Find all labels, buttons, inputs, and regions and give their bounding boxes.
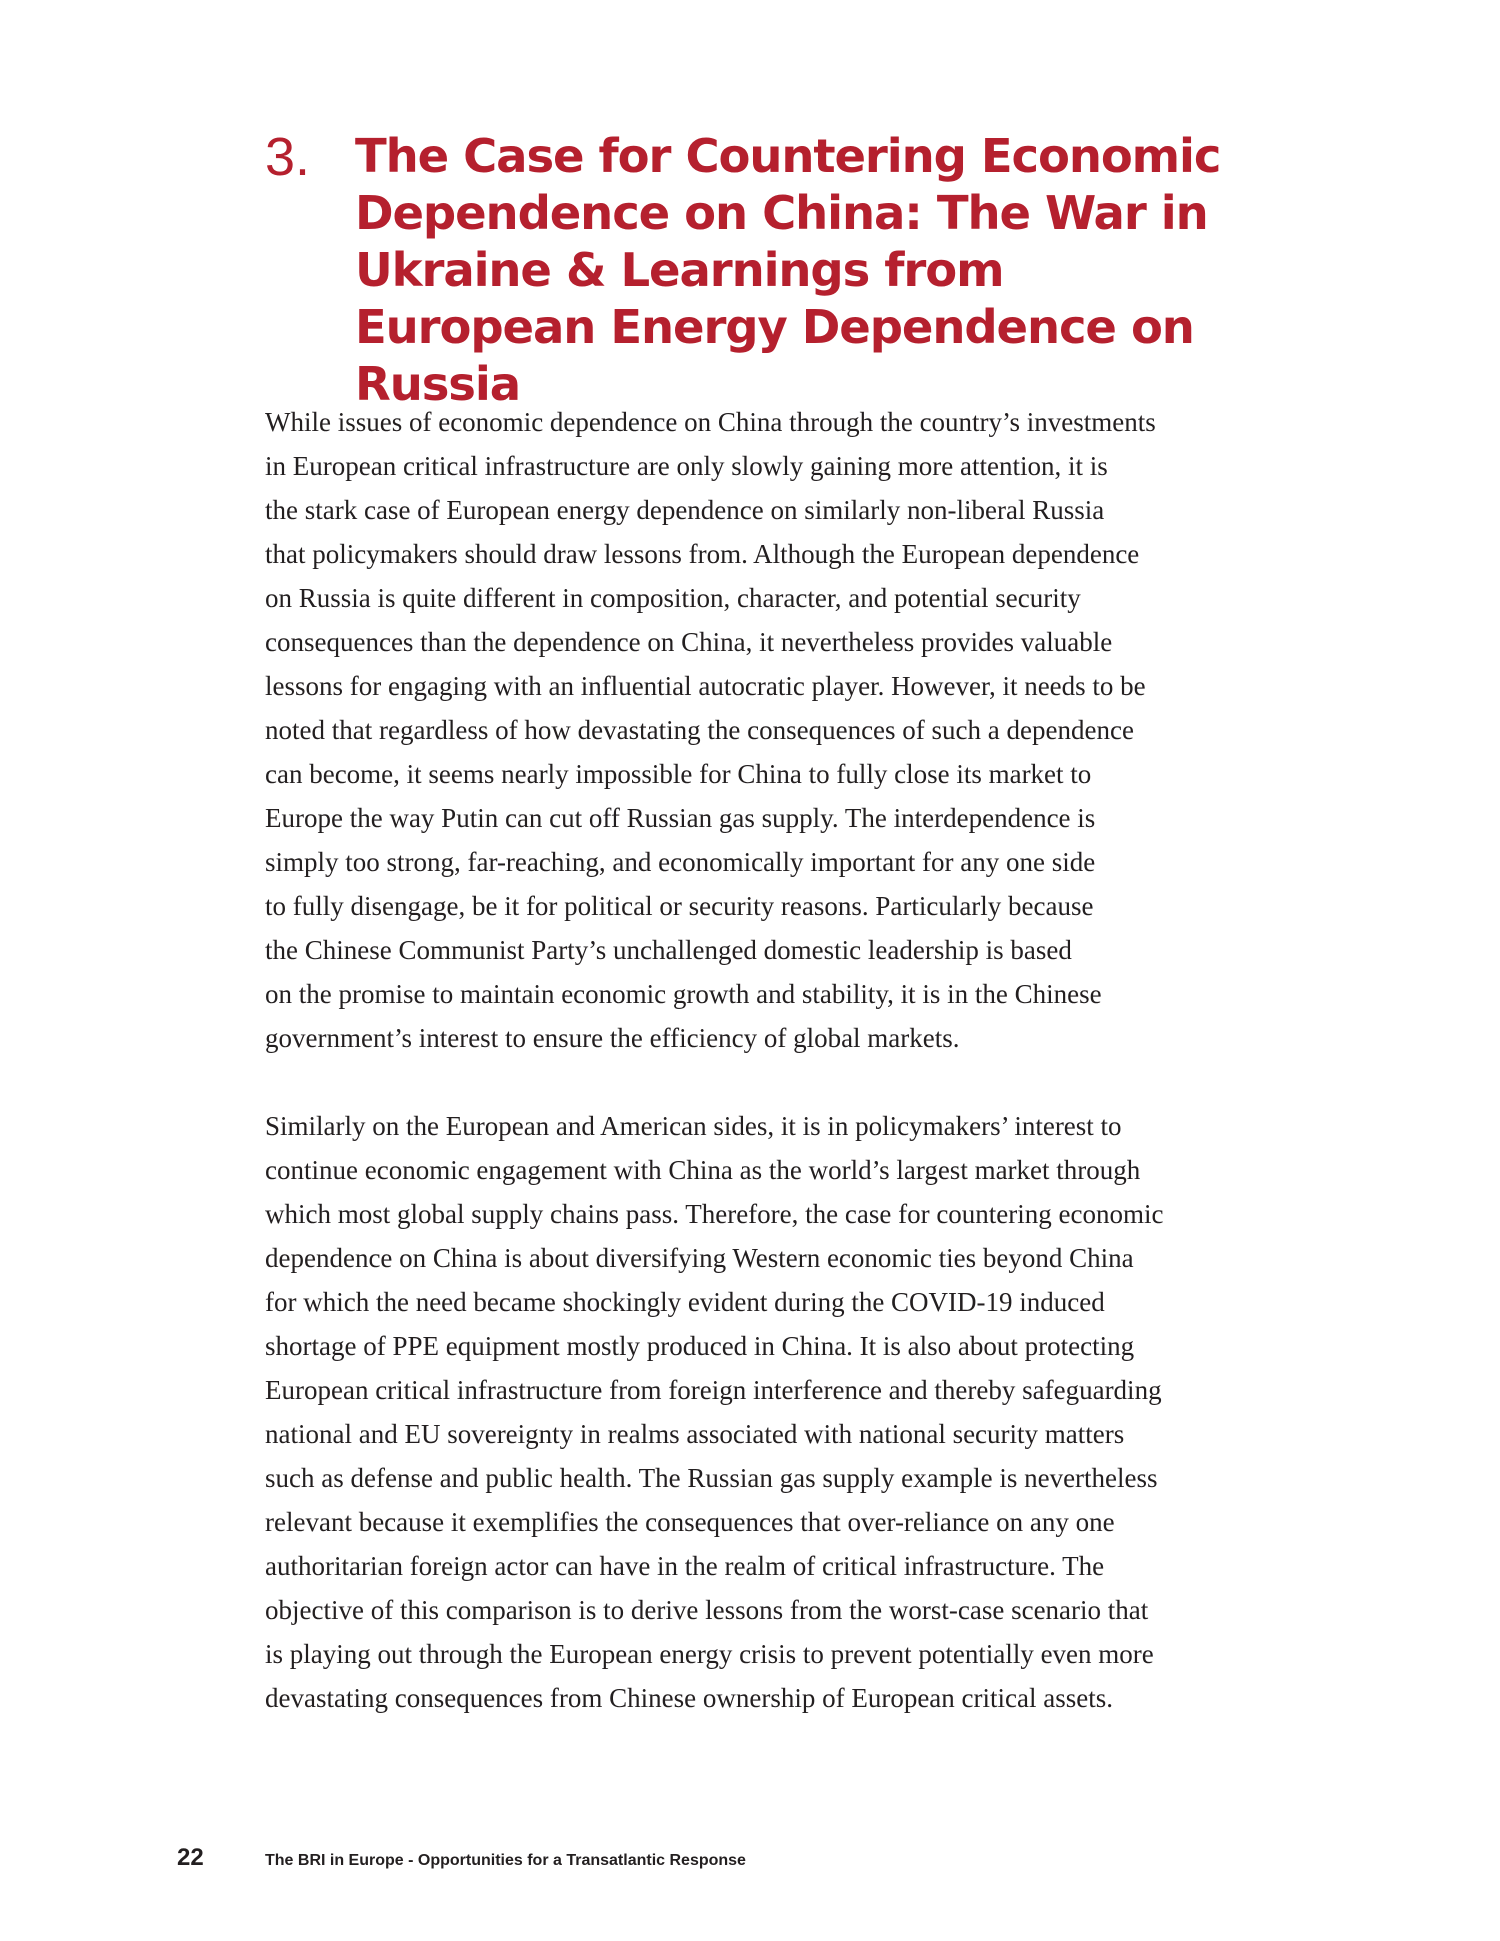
text-line: lessons for engaging with an influential autocratic player. However, it needs to be (265, 671, 1146, 701)
paragraph-2 (265, 1104, 1265, 1720)
text-line: which most global supply chains pass. Therefore, the case for countering economic (265, 1199, 1164, 1229)
text-line: in European critical infrastructure are only slowly gaining more attention, it is (265, 451, 1108, 481)
text-line: can become, it seems nearly impossible for China to fully close its market to (265, 759, 1092, 789)
text-line: on the promise to maintain economic growth and stability, it is in the Chinese (265, 979, 1102, 1009)
text-line: European critical infrastructure from foreign interference and thereby safeguarding (265, 1375, 1162, 1405)
text-line: authoritarian foreign actor can have in the realm of critical infrastructure. The (265, 1551, 1105, 1581)
text-line: for which the need became shockingly evident during the COVID-19 induced (265, 1287, 1105, 1317)
body-text (265, 400, 1265, 1764)
paragraph-1 (265, 400, 1265, 1060)
text-line: dependence on China is about diversifying Western economic ties beyond China (265, 1243, 1134, 1273)
text-line: on Russia is quite different in composition, character, and potential security (265, 583, 1081, 613)
text-line: to fully disengage, be it for political or security reasons. Particularly because (265, 891, 1094, 921)
text-line: the stark case of European energy dependence on similarly non-liberal Russia (265, 495, 1105, 525)
text-line: government’s interest to ensure the efficiency of global markets. (265, 1023, 960, 1053)
text-line: continue economic engagement with China as the world’s largest market through (265, 1155, 1141, 1185)
text-line: relevant because it exemplifies the consequences that over-reliance on any one (265, 1507, 1115, 1537)
text-line: is playing out through the European energy crisis to prevent potentially even more (265, 1639, 1154, 1669)
section-number: 3. (265, 127, 311, 187)
page-footer (177, 1844, 746, 1872)
text-line: While issues of economic dependence on China through the country’s investments (265, 407, 1156, 437)
text-line: Similarly on the European and American sides, it is in policymakers’ interest to (265, 1111, 1122, 1141)
text-line: national and EU sovereignty in realms associated with national security matters (265, 1419, 1125, 1449)
text-line: that policymakers should draw lessons from. Although the European dependence (265, 539, 1140, 569)
text-line: noted that regardless of how devastating the consequences of such a dependence (265, 715, 1134, 745)
text-line: objective of this comparison is to derive lessons from the worst-case scenario that (265, 1595, 1149, 1625)
text-line: shortage of PPE equipment mostly produced in China. It is also about protecting (265, 1331, 1135, 1361)
text-line: the Chinese Communist Party’s unchallenged domestic leadership is based (265, 935, 1072, 965)
text-line: consequences than the dependence on China, it nevertheless provides valuable (265, 627, 1113, 657)
section-title: The Case for Countering Economic Dependence on China: The War in Ukraine & Learnings from European Energy Dependence on Russia (355, 129, 1221, 411)
section-heading (265, 128, 1265, 413)
page-number: 22 (177, 1844, 204, 1871)
text-line: devastating consequences from Chinese ownership of European critical assets. (265, 1683, 1113, 1713)
running-title: The BRI in Europe - Opportunities for a Transatlantic Response (265, 1852, 746, 1869)
text-line: Europe the way Putin can cut off Russian gas supply. The interdependence is (265, 803, 1096, 833)
text-line: such as defense and public health. The Russian gas supply example is nevertheless (265, 1463, 1158, 1493)
text-line: simply too strong, far-reaching, and economically important for any one side (265, 847, 1096, 877)
